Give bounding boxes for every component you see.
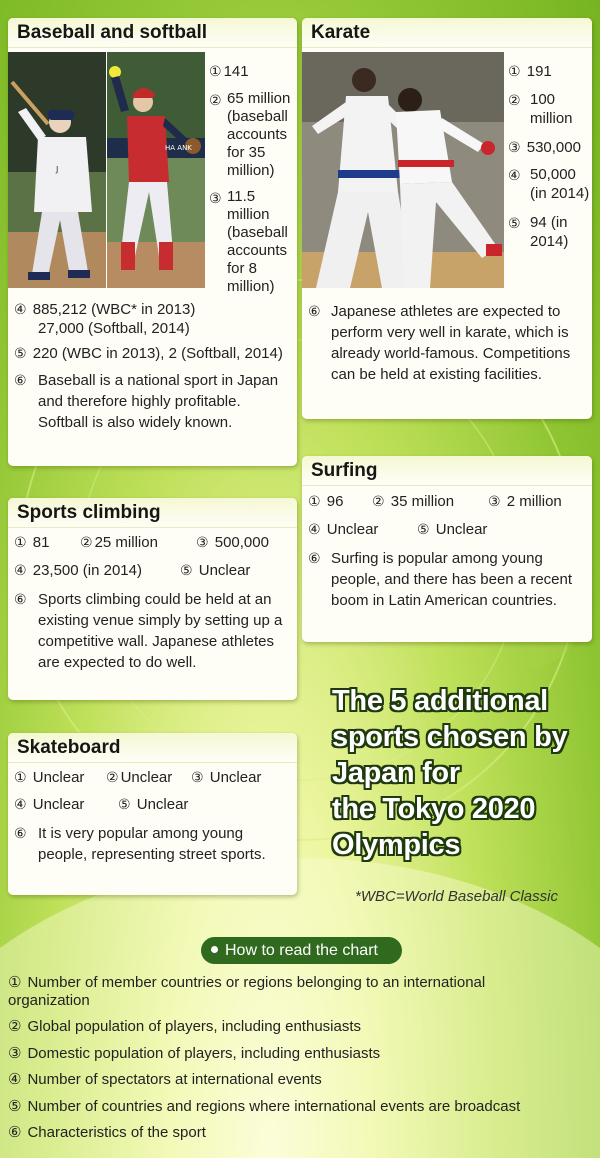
surfing-item-3: ③ 2 million bbox=[488, 493, 562, 510]
skateboard-item-6-text: It is very popular among young people, representing street sports. bbox=[38, 825, 266, 863]
karate-item-5: ⑤ bbox=[508, 216, 521, 232]
card-heading: Skateboard bbox=[8, 733, 297, 763]
skateboard-item-1: ① Unclear bbox=[14, 769, 85, 786]
title-line-2: sports chosen by bbox=[332, 721, 568, 753]
karate-item-1: ① 191 bbox=[508, 63, 552, 80]
legend-item-6: ⑥ Characteristics of the sport bbox=[8, 1123, 206, 1141]
sports-climbing-card bbox=[8, 498, 297, 700]
baseball-item-2-text: 65 million (baseball accounts for 35 million) bbox=[227, 90, 291, 179]
climbing-item-3: ③ 500,000 bbox=[196, 534, 269, 551]
baseball-item-6: ⑥ bbox=[14, 373, 27, 389]
card-heading: Baseball and softball bbox=[8, 18, 297, 48]
baseball-item-4b: 27,000 (Softball, 2014) bbox=[38, 320, 190, 337]
legend-heading: How to read the chart bbox=[201, 937, 402, 964]
surfing-card bbox=[302, 456, 592, 642]
climbing-item-1: ① 81 bbox=[14, 534, 50, 551]
title-line-4: the Tokyo 2020 bbox=[332, 793, 536, 825]
baseball-item-5: ⑤ 220 (WBC in 2013), 2 (Softball, 2014) bbox=[14, 345, 283, 362]
legend-item-5: ⑤ Number of countries and regions where international events are broadcast bbox=[8, 1097, 521, 1115]
main-title bbox=[332, 683, 600, 863]
baseball-item-4: ④ 885,212 (WBC* in 2013) bbox=[14, 301, 196, 318]
surfing-item-6: ⑥ bbox=[308, 551, 321, 567]
skateboard-item-5: ⑤ Unclear bbox=[118, 796, 189, 813]
card-heading: Sports climbing bbox=[8, 498, 297, 528]
karate-card bbox=[302, 18, 592, 419]
climbing-item-6: ⑥ bbox=[14, 592, 27, 608]
softball-photo bbox=[107, 52, 205, 288]
surfing-item-4: ④ Unclear bbox=[308, 521, 379, 538]
surfing-item-2: ② 35 million bbox=[372, 493, 455, 510]
card-heading: Karate bbox=[302, 18, 592, 48]
karate-item-6-text: Japanese athletes are expected to perform very well in karate, which is already world-famous. Competitions can be held at existing facilities. bbox=[331, 303, 571, 383]
surfing-item-1: ① 96 bbox=[308, 493, 344, 510]
legend-item-1: ① Number of member countries or regions belonging to an international organization bbox=[8, 973, 486, 1009]
title-line-5: Olympics bbox=[332, 829, 461, 861]
baseball-item-3-text: 11.5 million (baseball accounts for 8 million) bbox=[227, 188, 288, 295]
karate-item-2: ② bbox=[508, 93, 521, 109]
surfing-item-5: ⑤ Unclear bbox=[417, 521, 488, 538]
skateboard-item-2: ② Unclear bbox=[106, 769, 173, 786]
skateboard-item-6: ⑥ bbox=[14, 826, 27, 842]
skateboard-item-4: ④ Unclear bbox=[14, 796, 85, 813]
baseball-item-6-text: Baseball is a national sport in Japan and therefore highly profitable. Softball is also widely known. bbox=[38, 372, 279, 431]
legend-item-3: ③ Domestic population of players, including enthusiasts bbox=[8, 1044, 381, 1062]
karate-item-3: ③ 530,000 bbox=[508, 139, 581, 156]
climbing-item-4: ④ 23,500 (in 2014) bbox=[14, 562, 142, 579]
karate-photo bbox=[302, 52, 504, 288]
svg-text:HA ANK: HA ANK bbox=[165, 144, 192, 152]
surfing-item-6-text: Surfing is popular among young people, and there has been a recent boom in Latin American countries. bbox=[331, 550, 573, 609]
footnote: *WBC=World Baseball Classic bbox=[355, 888, 558, 905]
karate-item-5-text: 94 (in 2014) bbox=[530, 214, 569, 250]
climbing-item-2: ② 25 million bbox=[80, 534, 158, 551]
karate-item-4: ④ bbox=[508, 168, 521, 184]
baseball-softball-card bbox=[8, 18, 297, 466]
legend-item-2: ② Global population of players, including enthusiasts bbox=[8, 1017, 361, 1035]
baseball-item-2: ② bbox=[209, 93, 222, 109]
legend-item-4: ④ Number of spectators at international events bbox=[8, 1070, 322, 1088]
bullet-icon bbox=[211, 946, 218, 953]
baseball-item-1: ① 141 bbox=[209, 63, 249, 80]
title-line-1: The 5 additional bbox=[332, 685, 548, 717]
baseball-photo bbox=[8, 52, 106, 288]
climbing-item-5: ⑤ Unclear bbox=[180, 562, 251, 579]
skateboard-item-3: ③ Unclear bbox=[191, 769, 262, 786]
card-heading: Surfing bbox=[302, 456, 592, 486]
karate-item-4-text: 50,000 (in 2014) bbox=[530, 166, 590, 202]
skateboard-card bbox=[8, 733, 297, 895]
svg-text:J: J bbox=[56, 165, 59, 174]
karate-item-6: ⑥ bbox=[308, 304, 321, 320]
title-line-3: Japan for bbox=[332, 757, 460, 789]
climbing-item-6-text: Sports climbing could be held at an existing venue simply by setting up a competitive wall. Japanese athletes are expected to do well. bbox=[38, 591, 283, 671]
karate-item-2-text: 100 million bbox=[530, 91, 573, 127]
baseball-item-3: ③ bbox=[209, 191, 222, 207]
